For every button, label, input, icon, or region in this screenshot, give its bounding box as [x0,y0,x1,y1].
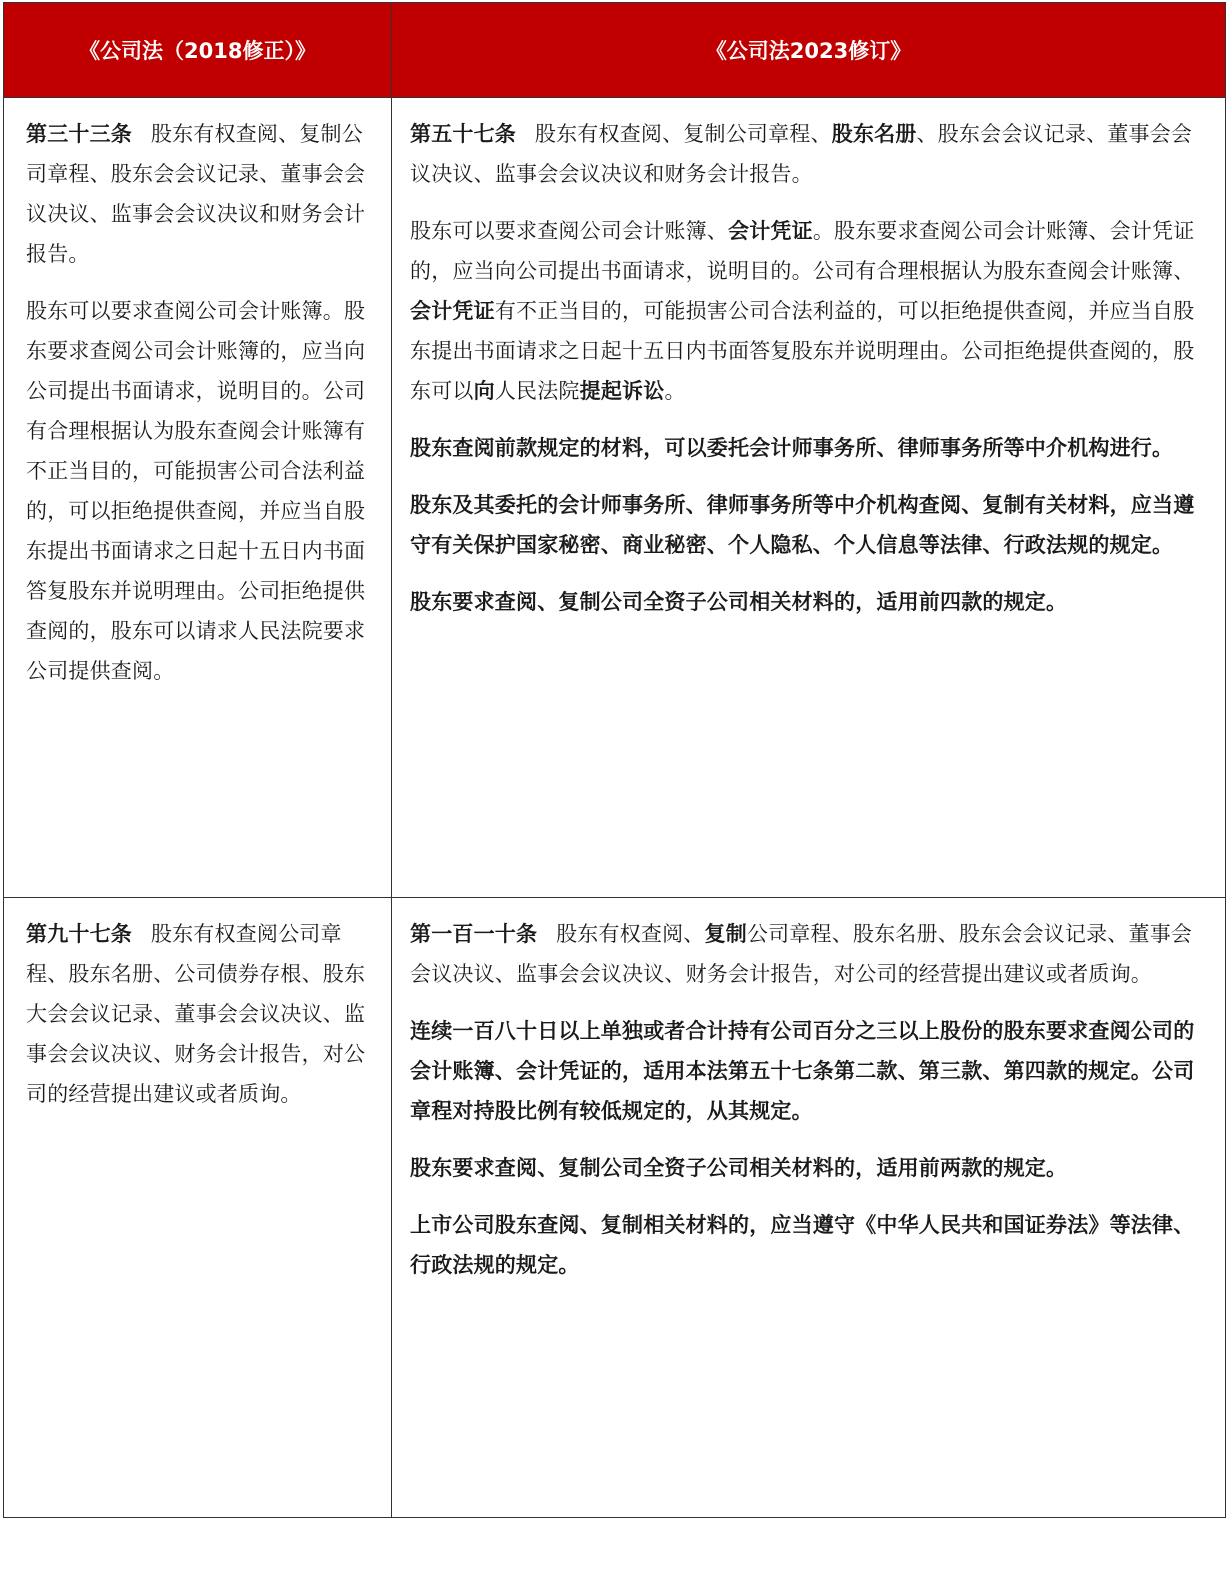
article-text: 股东可以要求查阅公司会计账簿。股东要求查阅公司会计账簿的，应当向公司提出书面请求，说明目的。公司有合理根据认为股东查阅会计账簿有不正当目的，可能损害公司合法利益的，可以拒绝提供查阅，并应当自股东提出书面请求之日起十五日内书面答复股东并说明理由。公司拒绝提供查阅的，股东可以请求人民法院要求公司提供查阅。 [26,299,366,683]
old-law-cell [4,98,392,898]
article-text: 人民法院 [494,379,580,403]
law-comparison-table [3,2,1226,1518]
paragraph [26,114,369,274]
article-text: 股东有权查阅、 [556,922,705,946]
article-text: 公司章程、股东名册、股东会会议记录、董事会会议决议、监事会会议决议、财务会计报告，对公司的经营提出建议或者质询。 [410,922,1193,986]
article-text: 。 [664,379,686,403]
highlight-text: 股东名册 [831,122,917,146]
highlight-text: 复制 [704,922,747,946]
paragraph [410,114,1209,194]
article-text: 有不正当目的，可能损害公司合法利益的，可以拒绝提供查阅，并应当自股东提出书面请求之日起十五日内书面答复股东并说明理由。公司拒绝提供查阅的，股东可以 [410,299,1195,403]
article-text: 、股东会会议记录、董事会会议决议、监事会会议决议和财务会计报告。 [410,122,1193,186]
header-old-law: 《公司法（2018修正）》 [4,3,392,98]
new-law-cell [392,898,1226,1518]
article-number: 第三十三条 [26,122,132,146]
paragraph [26,914,369,1114]
article-text: 股东有权查阅、复制公司章程、股东会会议记录、董事会会议决议、监事会会议决议和财务会计报告。 [26,122,366,266]
table-row [4,898,1226,1518]
article-text: 股东有权查阅、复制公司章程、 [534,122,832,146]
article-number: 第九十七条 [26,922,132,946]
paragraph [410,914,1209,994]
header-new-law: 《公司法2023修订》 [392,3,1226,98]
new-paragraph: 股东及其委托的会计师事务所、律师事务所等中介机构查阅、复制有关材料，应当遵守有关保护国家秘密、商业秘密、个人隐私、个人信息等法律、行政法规的规定。 [410,493,1195,557]
paragraph [410,211,1209,411]
article-text: 股东可以要求查阅公司会计账簿、 [410,219,728,243]
new-paragraph: 连续一百八十日以上单独或者合计持有公司百分之三以上股份的股东要求查阅公司的会计账簿、会计凭证的，适用本法第五十七条第二款、第三款、第四款的规定。公司章程对持股比例有较低规定的，从其规定。 [410,1019,1195,1123]
old-law-cell [4,898,392,1518]
highlight-text: 会计凭证 [410,299,495,323]
new-paragraph: 股东要求查阅、复制公司全资子公司相关材料的，适用前两款的规定。 [410,1156,1068,1180]
article-number: 第一百一十条 [410,922,538,946]
table-row [4,98,1226,898]
article-text: 股东有权查阅公司章程、股东名册、公司债券存根、股东大会会议记录、董事会会议决议、监事会会议决议、财务会计报告，对公司的经营提出建议或者质询。 [26,922,366,1106]
highlight-text: 向 [473,379,495,403]
highlight-text: 会计凭证 [728,219,813,243]
new-law-cell [392,98,1226,898]
paragraph [26,291,369,691]
article-text: 。股东要求查阅公司会计账簿、会计凭证的，应当向公司提出书面请求，说明目的。公司有合理根据认为股东查阅会计账簿、 [410,219,1195,283]
new-paragraph: 上市公司股东查阅、复制相关材料的，应当遵守《中华人民共和国证券法》等法律、行政法规的规定。 [410,1213,1195,1277]
table-header-row [4,3,1226,98]
new-paragraph: 股东要求查阅、复制公司全资子公司相关材料的，适用前四款的规定。 [410,590,1068,614]
article-number: 第五十七条 [410,122,516,146]
highlight-text: 提起诉讼 [579,379,665,403]
new-paragraph: 股东查阅前款规定的材料，可以委托会计师事务所、律师事务所等中介机构进行。 [410,436,1174,460]
